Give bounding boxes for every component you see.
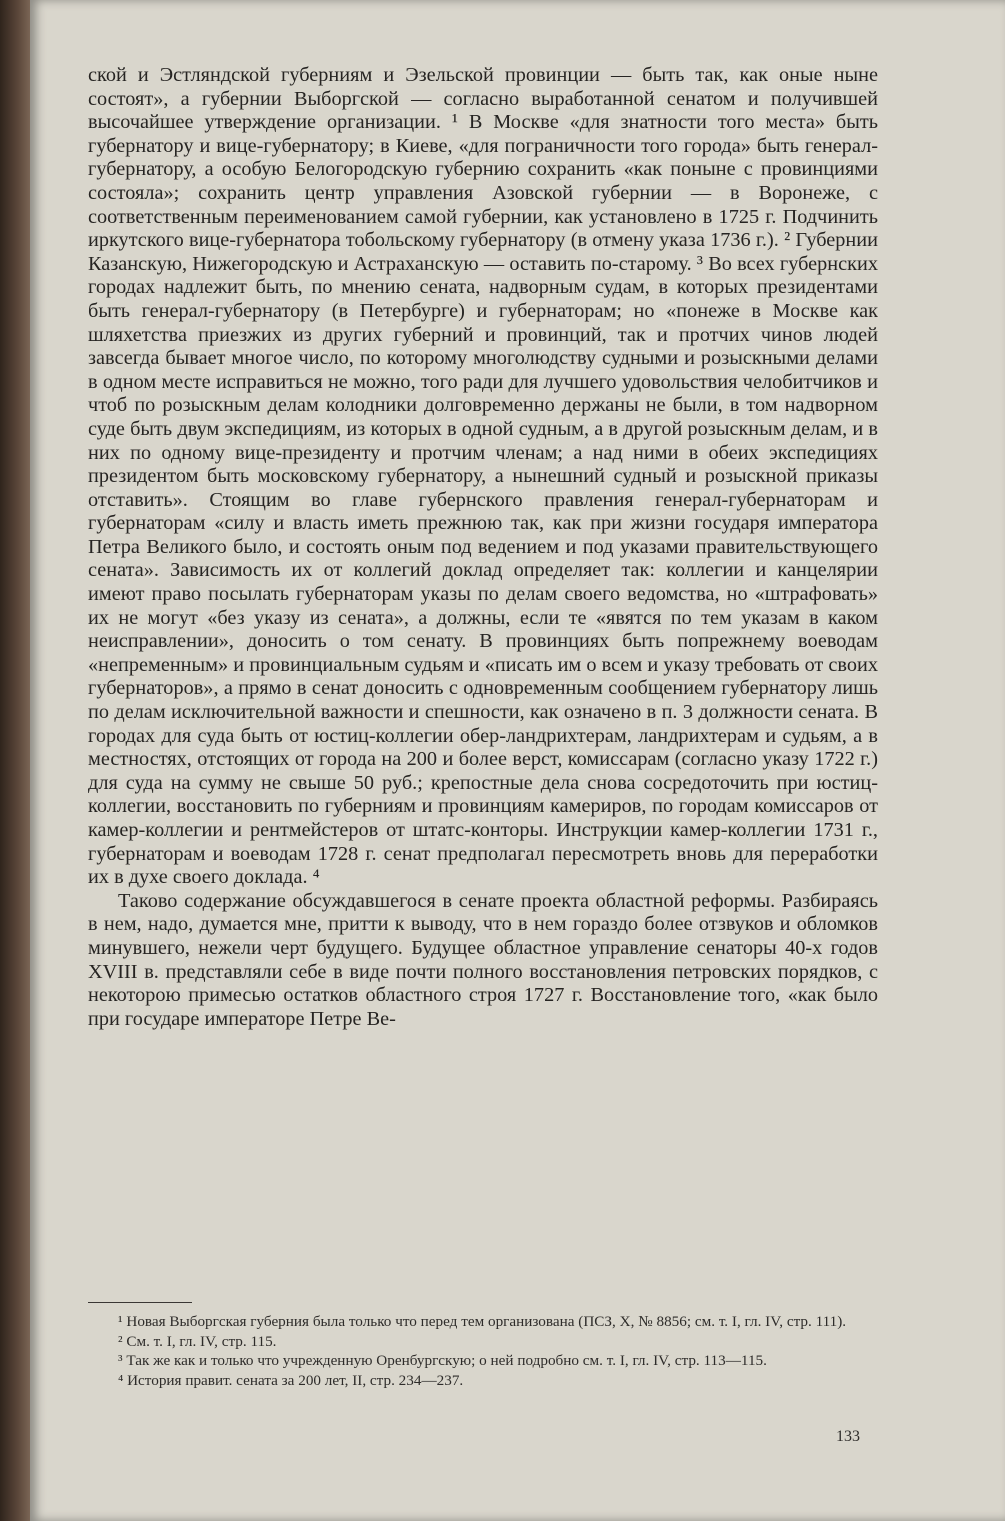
footnote-1: ¹ Новая Выборгская губерния была только что перед тем организована (ПСЗ, X, № 8856; см. т. I, гл. IV, стр. 111).	[118, 1313, 847, 1330]
footnote-separator	[88, 1302, 192, 1303]
footnote-2: ² См. т. I, гл. IV, стр. 115.	[118, 1332, 277, 1350]
footnotes	[88, 1312, 870, 1390]
paragraph-continuation: ской и Эстляндской губерниям и Эзельской провинции — быть так, как оные ныне состоят», а губернии Выборгской — согласно выработанной сенатом и получившей высочайшее утверждение организации. ¹ В Москве «для знатности того места» быть губернатору и вице-губернатору; в Киеве, «для пограничности того города» быть генерал-губернатору, а особую Белогородскую губернию сохранить «как поныне с провинциями состояла»; сохранить центр управления Азовской губернии — в Воронеже, с соответственным переименованием самой губернии, как установлено в 1725 г. Подчинить иркутского вице-губернатора тобольскому губернатору (в отмену указа 1736 г.). ² Губернии Казанскую, Нижегородскую и Астраханскую — оставить по-старому. ³ Во всех губернских городах надлежит быть, по мнению сената, надворным судам, в которых президентами быть генерал-губернатору (в Петербурге) и губернаторам; но «понеже в Москве как шляхетства приезжих из других губерний и провинций, так и протчих чинов людей завсегда бывает многое число, по которому многолюдству судными и розыскными делами в одном месте исправиться не можно, того ради для лучшего удовольствия челобитчиков и чтоб по розыскным делам колодники долговременно держаны не были, в том надворном суде быть двум экспедициям, из которых в одной судным, а в другой розыскным делам, и в них по одному вице-президенту и протчим членам; а над ними в обеих экспедициях президентом быть московскому губернатору, а нынешний судный и розыскной приказы отставить». Стоящим во главе губернского правления генерал-губернаторам и губернаторам «силу и власть иметь прежнюю так, как при жизни государя императора Петра Великого было, и состоять оным под ведением и под указами правительствующего сената». Зависимость их от коллегий доклад определяет так: коллегии и канцелярии имеют право посылать губернаторам указы по делам своего ведомства, но «штрафовать» их не могут «без указу из сената», а должны, если те «явятся по тем указам в каком неисправлении», доносить о том сенату. В провинциях быть попрежнему воеводам «непременным» и провинциальным судьям и «писать им о всем и указу требовать от своих губернаторов», а прямо в сенат доносить с одновременным сообщением губернатору лишь по делам исключительной важности и спешности, как означено в п. 3 должности сената. В городах для суда быть от юстиц-коллегии обер-ландрихтерам, ландрихтерам и судьям, а в местностях, отстоящих от города на 200 и более верст, комиссарам (согласно указу 1722 г.) для суда на сумму не свыше 50 руб.; крепостные дела снова сосредоточить при юстиц-коллегии, восстановить по губерниям и провинциям камериров, по городам комиссаров от камер-коллегии и рентмейстеров от штатс-конторы. Инструкции камер-коллегии 1731 г., губернаторам и воеводам 1728 г. сенат предполагал пересмотреть вновь для переработки их в духе своего доклада. ⁴	[88, 64, 878, 889]
footnote-3: ³ Так же как и только что учрежденную Оренбургскую; о ней подробно см. т. I, гл. IV, стр. 113—115.	[118, 1352, 767, 1369]
footnote-4: ⁴ История правит. сената за 200 лет, II, стр. 234—237.	[118, 1371, 464, 1389]
paragraph-reform-summary: Таково содержание обсуждавшегося в сенате проекта областной реформы. Разбираясь в нем, надо, думается мне, притти к выводу, что в нем гораздо более отзвуков и обломков минувшего, нежели черт будущего. Будущее областное управление сенаторы 40-х годов XVIII в. представляли себе в виде почти полного восстановления петровских порядков, с некоторою примесью остатков областного строя 1727 г. Восстановление того, «как было при государе императоре Петре Ве-	[88, 889, 878, 1030]
main-text	[88, 64, 878, 1031]
book-spine-shadow	[0, 0, 30, 1521]
page-number: 133	[836, 1428, 860, 1445]
